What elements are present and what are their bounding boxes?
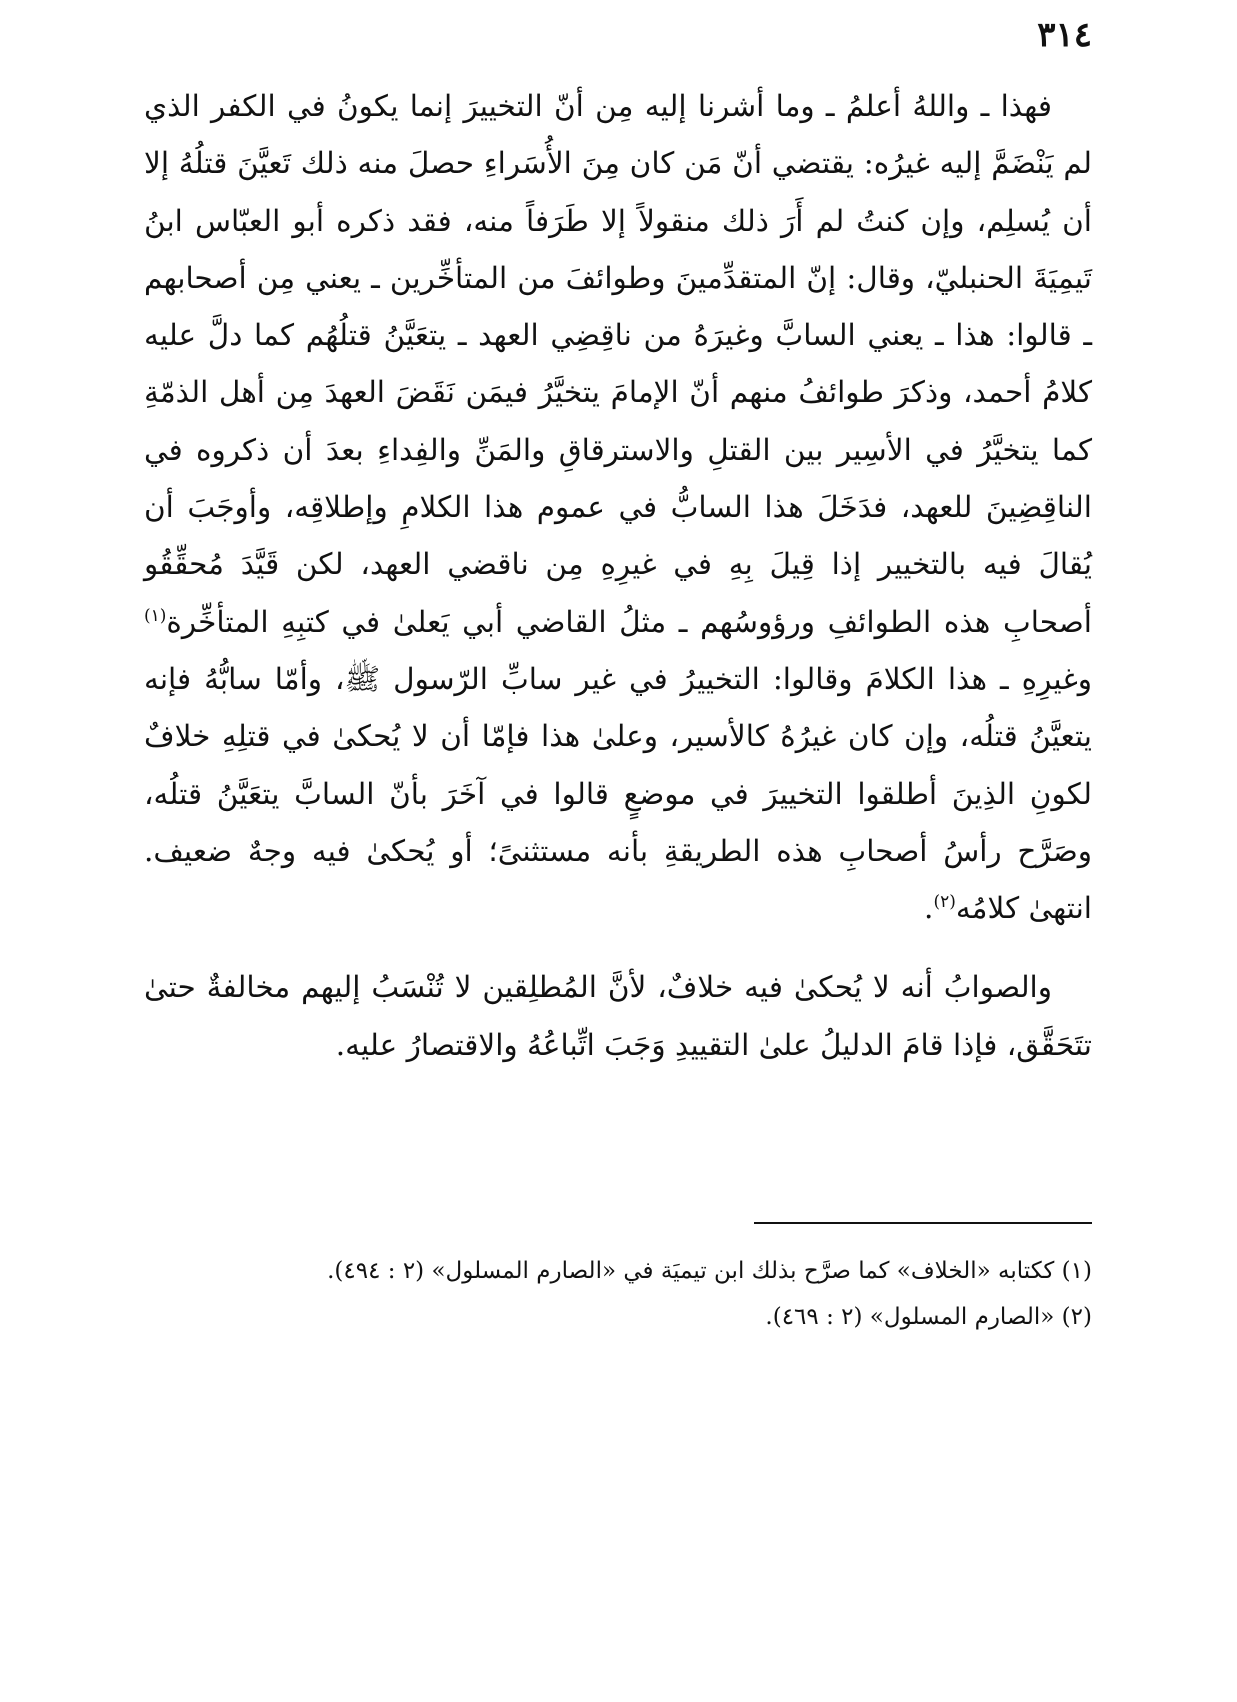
paragraph-1 <box>144 78 1092 937</box>
paragraph-1-part-1: فهذا ـ واللهُ أعلمُ ـ وما أشرنا إليه مِن أنّ التخييرَ إنما يكونُ في الكفر الذي لم يَنْضَمَّ إليه غيرُه: يقتضي أنّ مَن كان مِنَ الأُسَراءِ حصلَ منه ذلك تَعيَّنَ قتلُهُ إلا أن يُسلِم، وإن كنتُ لم أَرَ ذلك منقولاً إلا طَرَفاً منه، فقد ذكره أبو العبّاس ابنُ تَيمِيَةَ الحنبليّ، وقال: إنّ المتقدِّمينَ وطوائفَ من المتأخِّرين ـ يعني مِن أصحابهم ـ قالوا: هذا ـ يعني السابَّ وغيرَهُ من ناقِضِي العهد ـ يتعَيَّنُ قتلُهُم كما دلَّ عليه كلامُ أحمد، وذكرَ طوائفُ منهم أنّ الإمامَ يتخيَّرُ فيمَن نَقَضَ العهدَ مِن أهل الذمّةِ كما يتخيَّرُ في الأسِير بين القتلِ والاسترقاقِ والمَنِّ والفِداءِ بعدَ أن ذكروه في الناقِضِينَ للعهد، فدَخَلَ هذا السابُّ في عموم هذا الكلامِ وإطلاقِه، وأوجَبَ أن يُقالَ فيه بالتخيير إذا قِيلَ بِهِ في غيرِهِ مِن ناقضي العهد، لكن قَيَّدَ مُحقِّقُو أصحابِ هذه الطوائفِ ورؤوسُهم ـ مثلُ القاضي أبي يَعلىٰ في كتبِهِ المتأخِّرة <box>144 89 1092 639</box>
paragraph-1-part-2: وغيرِهِ ـ هذا الكلامَ وقالوا: التخييرُ في غير سابِّ الرّسول ﷺ، وأمّا سابُّهُ فإنه يتعيَّنُ قتلُه، وإن كان غيرُهُ كالأسير، وعلىٰ هذا فإمّا أن لا يُحكىٰ في قتلِهِ خلافٌ لكونِ الذِينَ أطلقوا التخييرَ في موضعٍ قالوا في آخَرَ بأنّ السابَّ يتعَيَّنُ قتلُه، وصَرَّح رأسُ أصحابِ هذه الطريقةِ بأنه مستثنىً؛ أو يُحكىٰ فيه وجهٌ ضعيف. انتهىٰ كلامُه <box>144 661 1092 926</box>
main-text <box>144 78 1092 1074</box>
footnotes <box>144 1248 1092 1340</box>
page-number: ٣١٤ <box>1037 15 1092 55</box>
footnote-ref-2: (٢) <box>933 892 956 913</box>
footnote-1: (١) ككتابه «الخلاف» كما صرَّح بذلك ابن تيميَة في «الصارم المسلول» (٢ : ٤٩٤). <box>327 1258 1092 1284</box>
paragraph-1-part-3: . <box>924 891 934 926</box>
footnote-2: (٢) «الصارم المسلول» (٢ : ٤٦٩). <box>765 1304 1092 1330</box>
paragraph-2: والصوابُ أنه لا يُحكىٰ فيه خلافٌ، لأنَّ المُطلِقين لا تُنْسَبُ إليهم مخالفةٌ حتىٰ تتَحَقَّق، فإذا قامَ الدليلُ علىٰ التقييدِ وَجَبَ اتِّباعُهُ والاقتصارُ عليه. <box>144 970 1092 1062</box>
footnote-divider <box>754 1222 1092 1224</box>
footnote-ref-1: (١) <box>144 605 167 626</box>
